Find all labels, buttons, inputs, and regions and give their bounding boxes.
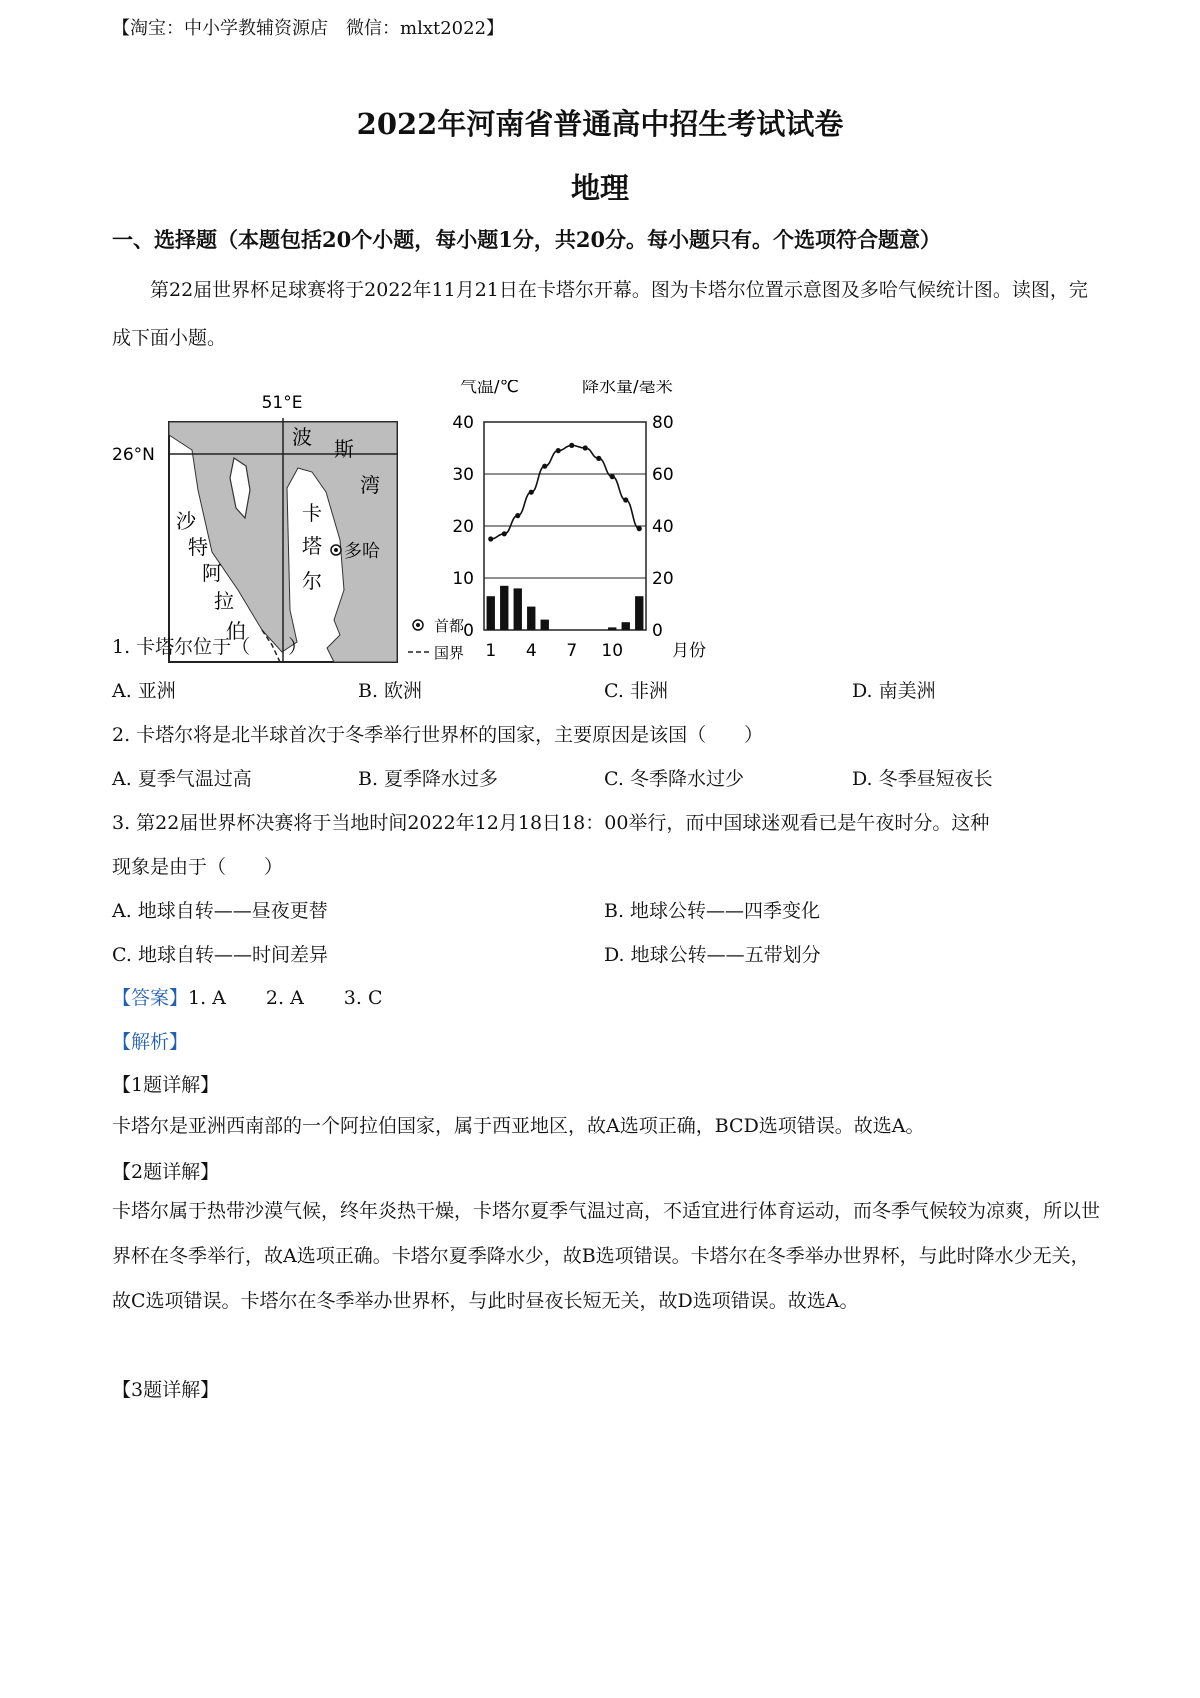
chart-ylabel-right: 降水量/毫米 (582, 380, 673, 397)
temp-point-8 (583, 445, 588, 450)
q3-stem-line1: 3. 第22届世界杯决赛将于当地时间2022年12月18日18：00举行，而中国球迷观看已是午夜时分。这种 (112, 812, 990, 834)
y-right-tick-20: 20 (652, 569, 674, 589)
temp-point-5 (542, 464, 547, 469)
precip-bar-10 (608, 627, 616, 630)
q1-option-d: D. 南美洲 (852, 680, 936, 702)
page-subtitle: 地理 (570, 171, 629, 205)
precip-bar-1 (487, 596, 495, 630)
qatar-map (112, 393, 464, 662)
answer-3: 3. C (343, 987, 383, 1009)
y-left-tick-40: 40 (452, 413, 474, 433)
map-sea-1: 波 (292, 425, 312, 449)
precip-bar-2 (500, 586, 508, 630)
answer-2: 2. A (265, 987, 304, 1009)
map-saudi-2: 特 (188, 535, 208, 559)
legend-capital: 首都 (434, 617, 465, 635)
temp-point-10 (610, 474, 615, 479)
map-sea-3: 湾 (360, 473, 380, 497)
answer-line (112, 983, 383, 1010)
detail-3-tag: 【3题详解】 (112, 1379, 220, 1401)
temp-point-2 (502, 531, 507, 536)
y-right-tick-40: 40 (652, 517, 674, 537)
y-left-tick-0: 0 (463, 621, 474, 641)
page-title: 2022年河南省普通高中招生考试试卷 (356, 107, 844, 141)
x-tick-4: 4 (525, 641, 537, 661)
y-right-tick-80: 80 (652, 413, 674, 433)
map-lon-label: 51°E (261, 393, 303, 413)
q3-stem-line2: 现象是由于（ ） (112, 856, 284, 878)
answer-tag: 【答案】 (112, 987, 189, 1009)
q3-option-c: C. 地球自转——时间差异 (112, 944, 328, 966)
precip-bar-3 (514, 588, 522, 630)
x-tick-7: 7 (566, 641, 578, 661)
map-saudi-3: 阿 (202, 561, 222, 585)
x-tick-10: 10 (601, 641, 624, 661)
x-tick-1: 1 (485, 641, 497, 661)
detail-1-tag: 【1题详解】 (112, 1074, 220, 1096)
y-right-tick-60: 60 (652, 465, 674, 485)
temp-point-7 (569, 443, 574, 448)
precip-bar-12 (635, 596, 643, 630)
map-country-1: 卡 (302, 501, 322, 525)
q1-option-a: A. 亚洲 (112, 680, 176, 702)
map-sea-2: 斯 (334, 437, 354, 461)
figure-svg (112, 380, 762, 670)
section-heading: 一、选择题（本题包括20个小题，每小题1分，共20分。每小题只有。个选项符合题意） (112, 227, 942, 252)
q3-option-d: D. 地球公转——五带划分 (604, 944, 821, 966)
map-saudi-1: 沙 (176, 509, 196, 533)
q1-stem: 1. 卡塔尔位于（ ） (112, 636, 308, 658)
climate-chart (452, 380, 706, 661)
map-lat-label: 26°N (112, 445, 155, 465)
precip-bar-5 (541, 620, 549, 630)
map-country-3: 尔 (302, 569, 322, 593)
temp-point-1 (488, 536, 493, 541)
temp-point-11 (623, 497, 628, 502)
analysis-tag: 【解析】 (112, 1031, 189, 1053)
detail-2-text: 卡塔尔属于热带沙漠气候，终年炎热干燥，卡塔尔夏季气温过高，不适宜进行体育运动，而冬季气候较为凉爽，所以世界杯在冬季举行，故A选项正确。卡塔尔夏季降水少，故B选项错误。卡塔尔在冬季举办世界杯，与此时降水少无关，故C选项错误。卡塔尔在冬季举办世界杯，与此时昼夜长短无关，故D选项错误。故选A。 (112, 1200, 1101, 1312)
answer-1: 1. A (188, 987, 226, 1009)
y-right-tick-0: 0 (652, 621, 663, 641)
q1-option-c: C. 非洲 (604, 680, 668, 702)
intro-paragraph: 第22届世界杯足球赛将于2022年11月21日在卡塔尔开幕。图为卡塔尔位置示意图及多哈气候统计图。读图，完成下面小题。 (112, 279, 1088, 349)
q1-option-b: B. 欧洲 (358, 680, 423, 702)
temp-point-3 (515, 513, 520, 518)
q2-option-d: D. 冬季昼短夜长 (852, 768, 993, 790)
y-left-tick-20: 20 (452, 517, 474, 537)
chart-xlabel: 月份 (672, 641, 706, 661)
detail-2-tag: 【2题详解】 (112, 1161, 220, 1183)
chart-ylabel-left: 气温/℃ (460, 380, 519, 397)
legend-border: 国界 (434, 644, 465, 662)
q2-option-a: A. 夏季气温过高 (112, 768, 252, 790)
precip-bar-11 (622, 622, 630, 630)
temp-point-12 (637, 526, 642, 531)
q2-stem: 2. 卡塔尔将是北半球首次于冬季举行世界杯的国家，主要原因是该国（ ） (112, 724, 764, 746)
map-saudi-4: 拉 (214, 589, 234, 613)
temp-point-6 (556, 448, 561, 453)
q3-option-a: A. 地球自转——昼夜更替 (112, 900, 328, 922)
precip-bar-4 (527, 607, 535, 630)
map-country-2: 塔 (302, 534, 322, 558)
page-header: 【淘宝：中小学教辅资源店 微信：mlxt2022】 (112, 18, 505, 39)
map-capital-label: 多哈 (344, 541, 380, 562)
detail-1-text: 卡塔尔是亚洲西南部的一个阿拉伯国家，属于西亚地区，故A选项正确，BCD选项错误。故选A。 (112, 1115, 925, 1137)
q2-option-b: B. 夏季降水过多 (358, 768, 499, 790)
figure (112, 380, 762, 670)
y-left-tick-30: 30 (452, 465, 474, 485)
y-left-tick-10: 10 (452, 569, 474, 589)
temp-point-4 (529, 490, 534, 495)
map-saudi-5: 伯 (226, 619, 246, 643)
q3-option-b: B. 地球公转——四季变化 (604, 900, 821, 922)
q2-option-c: C. 冬季降水过少 (604, 768, 744, 790)
temp-point-9 (596, 456, 601, 461)
